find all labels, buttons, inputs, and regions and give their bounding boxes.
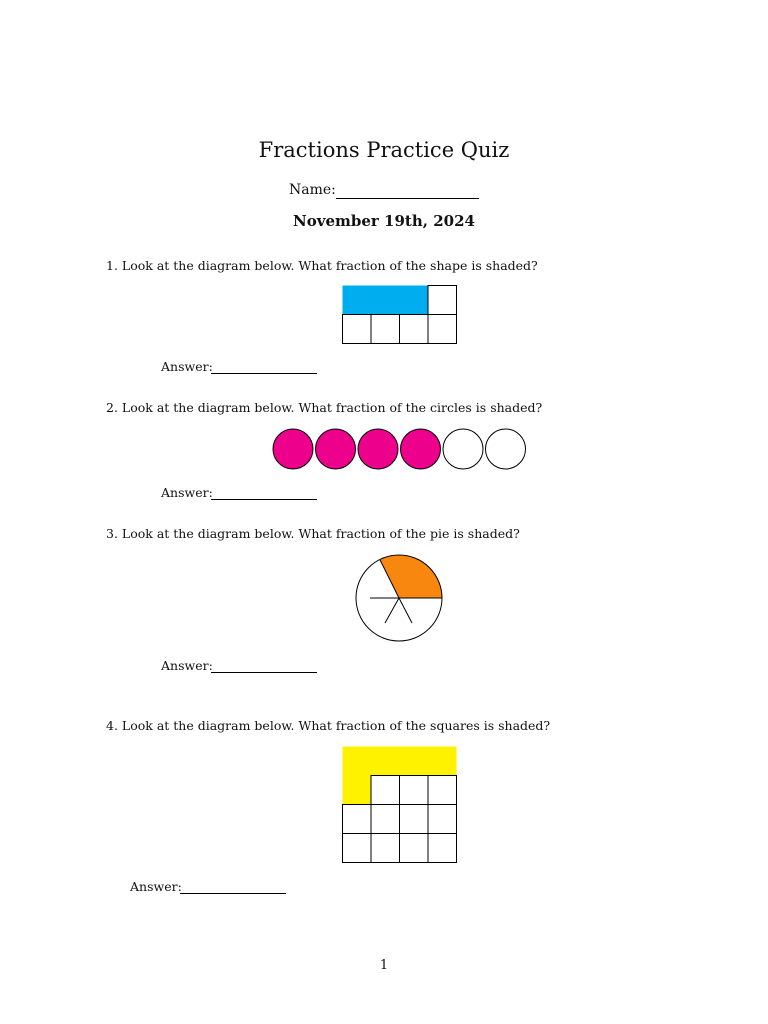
answer-label-1: Answer: — [161, 359, 213, 374]
answer-blank-4[interactable] — [180, 893, 286, 894]
grid-cell — [400, 776, 429, 805]
question-number: 4. — [106, 718, 118, 733]
question-3 — [106, 526, 520, 541]
answer-blank-3[interactable] — [211, 672, 317, 673]
pie-divider — [399, 598, 412, 623]
answer-label-3: Answer: — [161, 658, 213, 673]
shaded-circle — [316, 429, 356, 469]
circles-diagram — [272, 428, 528, 472]
grid-cell — [371, 315, 400, 344]
quiz-date: November 19th, 2024 — [293, 212, 475, 230]
grid-cell — [428, 805, 457, 834]
shaded-sector — [380, 555, 442, 598]
page-number: 1 — [379, 958, 389, 973]
shaded-grid-diagram-1 — [342, 285, 458, 345]
question-text: Look at the diagram below. What fraction of the squares is shaded? — [121, 718, 551, 733]
grid-cell — [371, 776, 400, 805]
name-label: Name: — [289, 182, 336, 198]
grid-cell — [400, 834, 429, 863]
question-number: 1. — [106, 258, 118, 273]
question-number: 2. — [106, 400, 118, 415]
grid-cell — [343, 805, 372, 834]
name-blank[interactable] — [336, 198, 479, 199]
pie-diagram — [356, 555, 446, 645]
grid-cell — [371, 834, 400, 863]
question-text: Look at the diagram below. What fraction of the shape is shaded? — [121, 258, 538, 273]
grid-cell — [428, 776, 457, 805]
grid-cell — [400, 315, 429, 344]
grid-cell — [343, 834, 372, 863]
shaded-region — [343, 286, 429, 315]
shaded-circle — [401, 429, 441, 469]
answer-label-4: Answer: — [130, 879, 182, 894]
answer-blank-2[interactable] — [211, 499, 317, 500]
answer-label-2: Answer: — [161, 485, 213, 500]
question-number: 3. — [106, 526, 118, 541]
grid-cell — [428, 315, 457, 344]
unshaded-circle — [486, 429, 526, 469]
unshaded-circle — [443, 429, 483, 469]
grid-cell — [343, 315, 372, 344]
squares-diagram — [342, 746, 458, 865]
shaded-circle — [358, 429, 398, 469]
question-text: Look at the diagram below. What fraction of the circles is shaded? — [121, 400, 543, 415]
shaded-circle — [273, 429, 313, 469]
pie-divider — [385, 598, 399, 623]
question-2 — [106, 400, 542, 415]
answer-blank-1[interactable] — [211, 373, 317, 374]
grid-cell — [428, 834, 457, 863]
question-text: Look at the diagram below. What fraction of the pie is shaded? — [121, 526, 520, 541]
grid-cell — [400, 805, 429, 834]
quiz-title: Fractions Practice Quiz — [258, 138, 510, 162]
grid-cell — [371, 805, 400, 834]
question-1 — [106, 258, 538, 273]
question-4 — [106, 718, 550, 733]
grid-cell — [428, 286, 457, 315]
